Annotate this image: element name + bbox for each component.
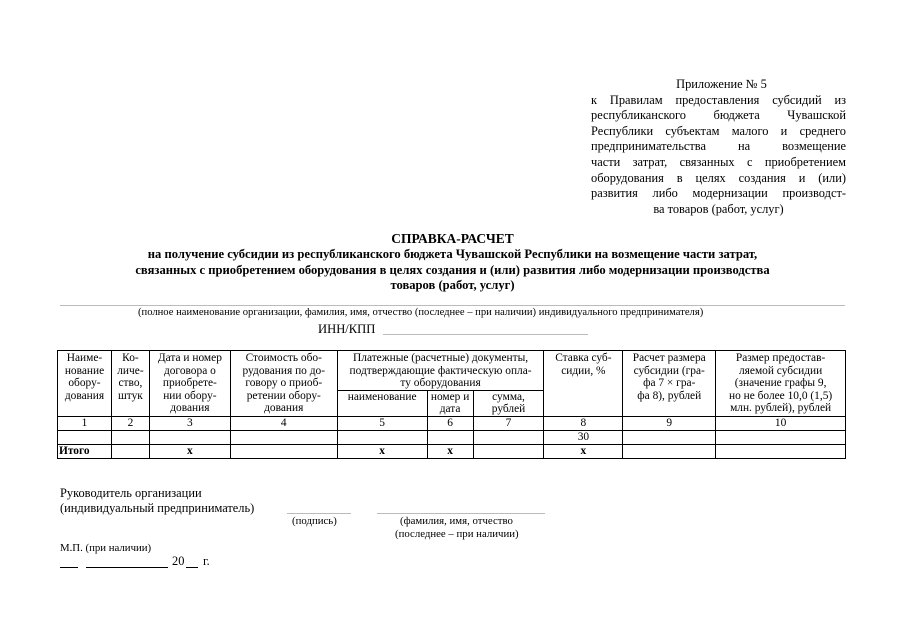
calculation-table (57, 350, 846, 459)
total-x: x (149, 444, 230, 458)
header-rate: Ставка суб- сидии, % (544, 351, 623, 417)
document-title: СПРАВКА-РАСЧЕТ (391, 231, 514, 246)
day-line (60, 567, 78, 568)
header-payment-documents: Платежные (расчетные) документы, подтверждающие фактическую опла- ту оборудования (337, 351, 544, 391)
year-line (186, 567, 198, 568)
annex-line: части затрат, связанных с приобретением (591, 154, 846, 169)
column-number: 10 (716, 416, 846, 430)
column-number: 3 (149, 416, 230, 430)
column-number: 7 (473, 416, 544, 430)
inn-line (383, 334, 588, 335)
month-line (86, 567, 168, 568)
total-x: x (337, 444, 427, 458)
total-x: x (427, 444, 473, 458)
subtitle-line: на получение субсидии из республиканского бюджета Чувашской Республики на возмещение части затрат, (147, 247, 758, 261)
header-cost: Стоимость обо- рудования по до- говору о приоб- ретении обору- дования (230, 351, 337, 417)
annex-line: развития либо модернизации производст- (591, 186, 846, 201)
column-number: 5 (337, 416, 427, 430)
year-prefix: 20 (172, 554, 185, 568)
header-document-name: наименование (337, 390, 427, 416)
org-name-note: (полное наименование организации, фамилия, имя, отчество (последнее – при наличии) индивидуального предпринимателя) (138, 307, 704, 318)
fio-label: (фамилия, имя, отчество (400, 515, 513, 527)
total-row (58, 444, 846, 458)
signature-head: Руководитель организации (60, 486, 202, 500)
annex-line: оборудования в целях создания и (или) (591, 170, 846, 185)
org-name-line (60, 305, 845, 306)
table-row (58, 430, 846, 444)
inn-label: ИНН/КПП (318, 322, 376, 336)
column-number-row (58, 416, 846, 430)
annex-line: республиканского бюджета Чувашской (591, 108, 846, 123)
fio-line (377, 513, 545, 514)
header-calculation: Расчет размера субсидии (гра- фа 7 × гра- фа 8), рублей (623, 351, 716, 417)
header-document-number: номер и дата (427, 390, 473, 416)
header-quantity: Ко- личе- ство, штук (111, 351, 149, 417)
header-document-sum: сумма, рублей (473, 390, 544, 416)
header-contract: Дата и номер договора о приобрете- нии обору- дования (149, 351, 230, 417)
total-x: x (544, 444, 623, 458)
total-label: Итого (58, 444, 112, 458)
signature-label: (подпись) (292, 515, 337, 527)
column-number: 2 (111, 416, 149, 430)
column-number: 1 (58, 416, 112, 430)
fio-label-note: (последнее – при наличии) (395, 528, 519, 540)
header-subsidy-amount: Размер предостав- ляемой субсидии (значение графы 9, но не более 10,0 (1,5) млн. рублей), рублей (716, 351, 846, 417)
rate-value: 30 (544, 430, 623, 444)
subtitle-line: связанных с приобретением оборудования в целях создания и (или) развития либо модернизации производства (135, 262, 770, 277)
signature-line (287, 513, 351, 514)
year-suffix: г. (203, 554, 210, 568)
column-number: 6 (427, 416, 473, 430)
column-number: 9 (623, 416, 716, 430)
stamp-label: М.П. (при наличии) (60, 542, 152, 554)
header-equipment-name: Наиме- нование обору- дования (58, 351, 112, 417)
annex-title: Приложение № 5 (676, 77, 767, 91)
signature-head-ip: (индивидуальный предприниматель) (60, 501, 255, 515)
annex-line: ва товаров (работ, услуг) (653, 201, 784, 216)
annex-line: Республики субъектам малого и среднего (591, 123, 846, 138)
annex-block (591, 77, 846, 217)
column-number: 8 (544, 416, 623, 430)
document-subtitle (60, 247, 845, 294)
column-number: 4 (230, 416, 337, 430)
annex-line: к Правилам предоставления субсидий из (591, 92, 846, 107)
subtitle-line: товаров (работ, услуг) (390, 278, 515, 292)
annex-line: предпринимательства на возмещение (591, 139, 846, 154)
